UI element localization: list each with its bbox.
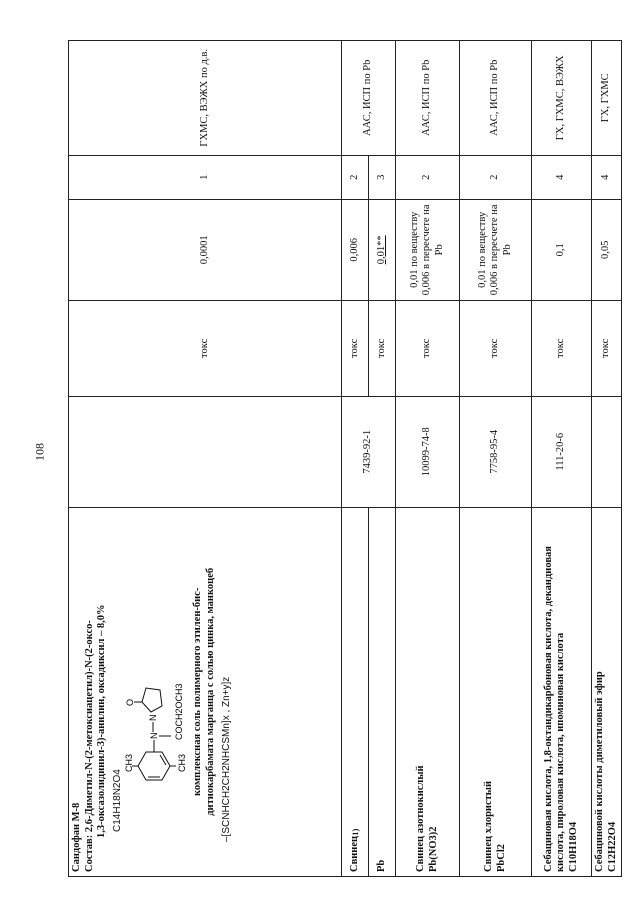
value-cell: 0,0001 [69, 199, 342, 300]
cas-cell: 7758-95-4 [460, 396, 532, 507]
substance-name: Свинец [348, 835, 360, 872]
limit-value: 0,006 [348, 238, 360, 262]
method-cell: ГХМС, ВЭЖХ по д.в. [69, 41, 342, 156]
complex-line: комплексная соль полимерного этилен-бис- [192, 587, 204, 796]
value-cell: 0,01 по веществу 0,006 в пересчете на Pb [396, 199, 460, 300]
class-cell: токс [69, 300, 342, 396]
ch3-bottom-label: CH3 [176, 753, 187, 772]
table-row [69, 41, 342, 877]
name-line: Сандофан М-8 [71, 802, 82, 872]
value-cell: 0,05 [592, 199, 622, 300]
cas-cell [592, 396, 622, 507]
name-line: Состав: 2,6-Диметил-N-(2-метоксиацетил)-N-(2-оксо- [83, 620, 95, 872]
cas-cell: 10099-74-8 [396, 396, 460, 507]
hazard-value: 2 [348, 174, 360, 180]
substance-name-cell [396, 507, 460, 876]
chemical-formula: C10H18O4 [567, 821, 579, 872]
acyl-group-label: COCH2OCH3 [173, 683, 184, 740]
cas-cell: 7439-92-1 [342, 396, 396, 507]
chemical-formula: Pb(NO3)2 [427, 826, 439, 872]
substance-name-cell [592, 507, 622, 876]
structural-formula-svg [123, 652, 188, 802]
cas-cell [69, 396, 342, 507]
substance-name: Себациновой кислоты диметиловый эфир [594, 671, 605, 872]
hazard-cell: 1 [69, 155, 342, 199]
method-cell: ААС, ИСП по Pb [460, 41, 532, 156]
substance-name: Себациновая кислота, 1,8-октандикарбоновая кислота, декандиовая кислота, пироловая кислота, ипоминовая кислота [542, 546, 567, 872]
page-number: 108 [32, 443, 47, 461]
hazard-cell: 4 [532, 155, 592, 199]
substances-table [68, 40, 622, 877]
rotated-table-container [68, 40, 618, 877]
chemical-formula: PbCl2 [495, 843, 507, 872]
cas-cell: 111-20-6 [532, 396, 592, 507]
chemical-formula: C12H22O4 [606, 821, 618, 872]
method-cell: ААС, ИСП по Pb [342, 41, 396, 156]
substance-name-cell [460, 507, 532, 876]
substance-name: Свинец хлористый [482, 780, 494, 872]
substance-name-cell [69, 507, 342, 876]
value-cell: 0,01 по веществу 0,006 в пересчете на Pb [460, 199, 532, 300]
table-row [342, 41, 396, 877]
footnote-marker: 1) [349, 828, 360, 836]
table-row [396, 41, 460, 877]
method-cell: ГХ, ГХМС [592, 41, 622, 156]
value-cell [342, 199, 396, 300]
complex-line: дитиокарбамата марганца с солью цинка, манкоцеб [204, 567, 216, 816]
substance-name-cell [342, 507, 396, 876]
substance-name: Свинец азотнокислый [414, 765, 426, 872]
class-cell [342, 300, 396, 396]
class-cell: токс [396, 300, 460, 396]
class-cell: токс [592, 300, 622, 396]
class-value: токс [348, 338, 360, 358]
hazard-value: 3 [368, 156, 395, 199]
o-label: O [124, 698, 135, 706]
chemical-formula: Pb [375, 859, 387, 872]
method-cell: ГХ, ГХМС, ВЭЖХ [532, 41, 592, 156]
hazard-cell: 4 [592, 155, 622, 199]
class-value: токс [368, 301, 395, 396]
class-cell: токс [532, 300, 592, 396]
hazard-cell: 2 [396, 155, 460, 199]
value-cell: 0,1 [532, 199, 592, 300]
hazard-cell: 2 [460, 155, 532, 199]
ch3-top-label: CH3 [123, 753, 134, 772]
hazard-cell [342, 155, 396, 199]
name-line: 1,3-оксазолидинил-3)-анилин, оксадиксил – 8,0% [96, 604, 108, 838]
limit-value: 0,01** [368, 200, 395, 300]
molecular-formula: C14H18N2O4 [111, 769, 123, 832]
method-cell: ААС, ИСП по Pb [396, 41, 460, 156]
table-row [592, 41, 622, 877]
class-cell: токс [460, 300, 532, 396]
substance-name-cell [532, 507, 592, 876]
table-row [460, 41, 532, 877]
polymer-formula: –[SCNHCH2CH2NHCSMn]x , Zn+y]z [220, 676, 232, 842]
structural-formula-diagram [123, 512, 193, 802]
n1-label: N [148, 732, 159, 739]
table-row [532, 41, 592, 877]
n2-label: N [147, 714, 158, 721]
